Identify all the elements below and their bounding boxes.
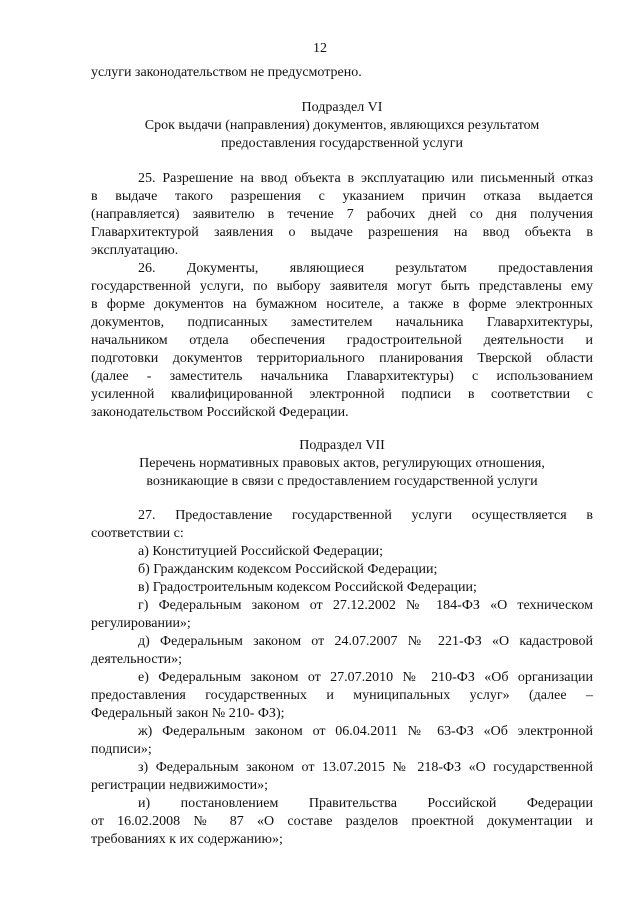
list-item: е) Федеральным законом от 27.07.2010 № 210-ФЗ «Об организации <box>138 670 593 685</box>
list-item-continuation: регулировании»; <box>91 616 191 631</box>
paragraph-25-line: 25. Разрешение на ввод объекта в эксплуатацию или письменный отказ <box>138 171 593 186</box>
paragraph-25-line: Главархитектурой заявления о выдаче разрешения на ввод объекта в <box>91 225 593 240</box>
subsection-6-title-line: предоставления государственной услуги <box>221 136 463 151</box>
list-item: ж) Федеральным законом от 06.04.2011 № 63-ФЗ «Об электронной <box>138 724 593 739</box>
list-item: в) Градостроительным кодексом Российской Федерации; <box>138 580 477 595</box>
paragraph-26-line: начальником отдела обеспечения градостроительной деятельности и <box>91 333 593 348</box>
list-item: г) Федеральным законом от 27.12.2002 № 184-ФЗ «О техническом <box>138 598 593 613</box>
list-item-continuation: от 16.02.2008 № 87 «О составе разделов проектной документации и <box>91 814 593 829</box>
list-item: з) Федеральным законом от 13.07.2015 № 218-ФЗ «О государственной <box>138 760 593 775</box>
list-item-continuation: подписи»; <box>91 742 152 757</box>
paragraph-25-line: эксплуатацию. <box>91 243 179 258</box>
paragraph-25-line: (направляется) заявителю в течение 7 рабочих дней со дня получения <box>91 207 593 222</box>
paragraph-26-line: усиленной квалифицированной электронной подписи в соответствии с <box>91 387 593 402</box>
list-item: д) Федеральным законом от 24.07.2007 № 221-ФЗ «О кадастровой <box>138 634 593 649</box>
page-number: 12 <box>313 41 327 56</box>
subsection-6-title-line: Срок выдачи (направления) документов, являющихся результатом <box>144 118 540 133</box>
paragraph-27-line: соответствии с: <box>91 526 184 541</box>
subsection-6-heading: Подраздел VI <box>301 100 383 115</box>
list-item-continuation: регистрации недвижимости»; <box>91 778 268 793</box>
list-item: б) Гражданским кодексом Российской Федерации; <box>138 562 438 577</box>
list-item-continuation: требованиях к их содержанию»; <box>91 832 283 847</box>
list-item: а) Конституцией Российской Федерации; <box>138 544 383 559</box>
subsection-7-title-line: Перечень нормативных правовых актов, регулирующих отношения, <box>139 456 545 471</box>
subsection-7-heading: Подраздел VII <box>299 438 385 453</box>
continuation-line: услуги законодательством не предусмотрено. <box>91 65 362 80</box>
list-item-continuation: деятельности»; <box>91 652 183 667</box>
list-item-continuation: Федеральный закон № 210- ФЗ); <box>91 706 285 721</box>
paragraph-26-line: в форме документов на бумажном носителе, а также в форме электронных <box>91 297 593 312</box>
list-item: и) постановлением Правительства Российской Федерации <box>138 796 593 811</box>
list-item-continuation: предоставления государственных и муниципальных услуг» (далее – <box>91 688 593 703</box>
paragraph-26-line: государственной услуги, по выбору заявителя могут быть представлены ему <box>91 279 593 294</box>
paragraph-27-line: 27. Предоставление государственной услуги осуществляется в <box>138 508 593 523</box>
paragraph-26-line: (далее - заместитель начальника Главархитектуры) с использованием <box>91 369 593 384</box>
subsection-7-title-line: возникающие в связи с предоставлением государственной услуги <box>146 474 538 489</box>
paragraph-26-line: 26. Документы, являющиеся результатом предоставления <box>138 261 593 276</box>
paragraph-26-line: подготовки документов территориального планирования Тверской области <box>91 351 593 366</box>
paragraph-26-line: документов, подписанных заместителем начальника Главархитектуры, <box>91 315 593 330</box>
paragraph-26-line: законодательством Российской Федерации. <box>91 405 349 420</box>
paragraph-25-line: в выдаче такого разрешения с указанием причин отказа выдается <box>91 189 593 204</box>
